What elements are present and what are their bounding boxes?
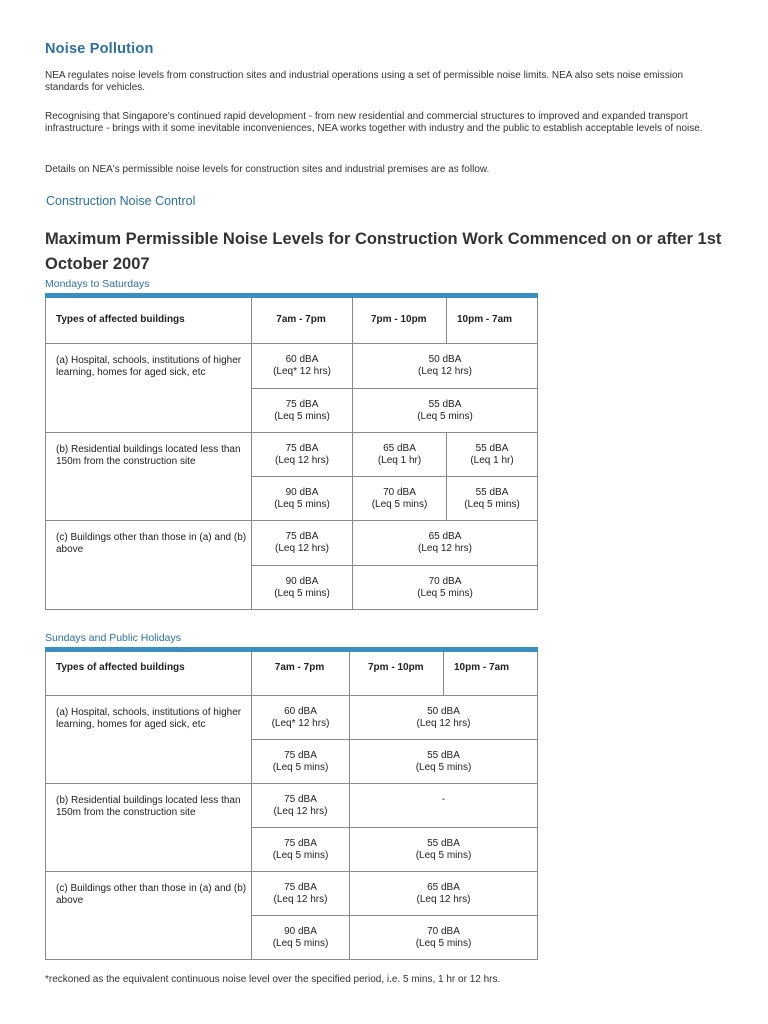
noise-limit-cell: 75 dBA (Leq 12 hrs) bbox=[252, 521, 353, 566]
noise-limit-cell: - bbox=[350, 784, 538, 828]
header-7pm-10pm: 7pm - 10pm bbox=[350, 650, 444, 696]
intro-paragraph: NEA regulates noise levels from construction sites and industrial operations using a set of permissible noise limits. NEA also sets noise emission standards for vehicles. bbox=[45, 70, 684, 93]
noise-limit-cell: 70 dBA (Leq 5 mins) bbox=[353, 566, 538, 610]
noise-limit-cell: 50 dBA (Leq 12 hrs) bbox=[350, 696, 538, 740]
noise-limit-cell: 55 dBA (Leq 1 hr) bbox=[447, 433, 538, 477]
table-row bbox=[46, 433, 538, 477]
noise-limit-cell: 75 dBA (Leq 5 mins) bbox=[252, 740, 350, 784]
noise-limit-cell: 75 dBA (Leq 12 hrs) bbox=[252, 784, 350, 828]
noise-limit-cell: 60 dBA (Leq* 12 hrs) bbox=[252, 696, 350, 740]
table-row bbox=[46, 696, 538, 740]
footnote: *reckoned as the equivalent continuous noise level over the specified period, i.e. 5 mins, 1 hr or 12 hrs. bbox=[45, 974, 501, 985]
header-7pm-10pm: 7pm - 10pm bbox=[353, 296, 447, 344]
noise-limit-cell: 70 dBA (Leq 5 mins) bbox=[353, 477, 447, 521]
noise-limit-cell: 65 dBA (Leq 12 hrs) bbox=[353, 521, 538, 566]
table-caption-weekdays: Mondays to Saturdays bbox=[45, 278, 150, 290]
noise-limit-cell: 75 dBA (Leq 12 hrs) bbox=[252, 872, 350, 916]
table-header-row bbox=[46, 296, 538, 344]
details-paragraph: Details on NEA's permissible noise levels for construction sites and industrial premises are as follow. bbox=[45, 164, 490, 175]
noise-limit-cell: 90 dBA (Leq 5 mins) bbox=[252, 477, 353, 521]
page-title: Noise Pollution bbox=[45, 41, 154, 57]
noise-limit-cell: 75 dBA (Leq 5 mins) bbox=[252, 828, 350, 872]
noise-limit-cell: 55 dBA (Leq 5 mins) bbox=[353, 389, 538, 433]
building-type-cell: (a) Hospital, schools, institutions of higher learning, homes for aged sick, etc bbox=[46, 344, 252, 433]
noise-limit-cell: 65 dBA (Leq 12 hrs) bbox=[350, 872, 538, 916]
table-row bbox=[46, 521, 538, 566]
noise-limit-cell: 75 dBA (Leq 5 mins) bbox=[252, 389, 353, 433]
building-type-cell: (b) Residential buildings located less than 150m from the construction site bbox=[46, 433, 252, 521]
building-type-cell: (c) Buildings other than those in (a) and (b) above bbox=[46, 872, 252, 960]
noise-limit-cell: 90 dBA (Leq 5 mins) bbox=[252, 566, 353, 610]
noise-levels-title: Maximum Permissible Noise Levels for Construction Work Commenced on or after 1st October 2007 bbox=[45, 230, 722, 273]
noise-limit-cell: 65 dBA (Leq 1 hr) bbox=[353, 433, 447, 477]
table-header-row bbox=[46, 650, 538, 696]
noise-limit-cell: 70 dBA (Leq 5 mins) bbox=[350, 916, 538, 960]
header-7am-7pm: 7am - 7pm bbox=[252, 296, 353, 344]
building-type-cell: (b) Residential buildings located less than 150m from the construction site bbox=[46, 784, 252, 872]
noise-limit-cell: 60 dBA (Leq* 12 hrs) bbox=[252, 344, 353, 389]
header-building-type: Types of affected buildings bbox=[46, 650, 252, 696]
section-subheading: Construction Noise Control bbox=[46, 194, 196, 208]
noise-limit-cell: 55 dBA (Leq 5 mins) bbox=[447, 477, 538, 521]
header-7am-7pm: 7am - 7pm bbox=[252, 650, 350, 696]
noise-table-holidays bbox=[45, 647, 538, 960]
table-row bbox=[46, 872, 538, 916]
header-building-type: Types of affected buildings bbox=[46, 296, 252, 344]
table-caption-holidays: Sundays and Public Holidays bbox=[45, 632, 181, 644]
header-10pm-7am: 10pm - 7am bbox=[447, 296, 538, 344]
development-paragraph: Recognising that Singapore's continued rapid development - from new residential and commercial structures to improved and expanded transport infrastructure - brings with it some inevitable inconveniences, NEA works together with industry and the public to establish acceptable levels of noise. bbox=[45, 111, 703, 134]
noise-limit-cell: 55 dBA (Leq 5 mins) bbox=[350, 740, 538, 784]
noise-limit-cell: 50 dBA (Leq 12 hrs) bbox=[353, 344, 538, 389]
noise-table-weekdays bbox=[45, 293, 538, 610]
table-row bbox=[46, 784, 538, 828]
header-10pm-7am: 10pm - 7am bbox=[444, 650, 538, 696]
table-row bbox=[46, 344, 538, 389]
building-type-cell: (c) Buildings other than those in (a) and (b) above bbox=[46, 521, 252, 610]
building-type-cell: (a) Hospital, schools, institutions of higher learning, homes for aged sick, etc bbox=[46, 696, 252, 784]
noise-limit-cell: 55 dBA (Leq 5 mins) bbox=[350, 828, 538, 872]
noise-limit-cell: 75 dBA (Leq 12 hrs) bbox=[252, 433, 353, 477]
noise-limit-cell: 90 dBA (Leq 5 mins) bbox=[252, 916, 350, 960]
